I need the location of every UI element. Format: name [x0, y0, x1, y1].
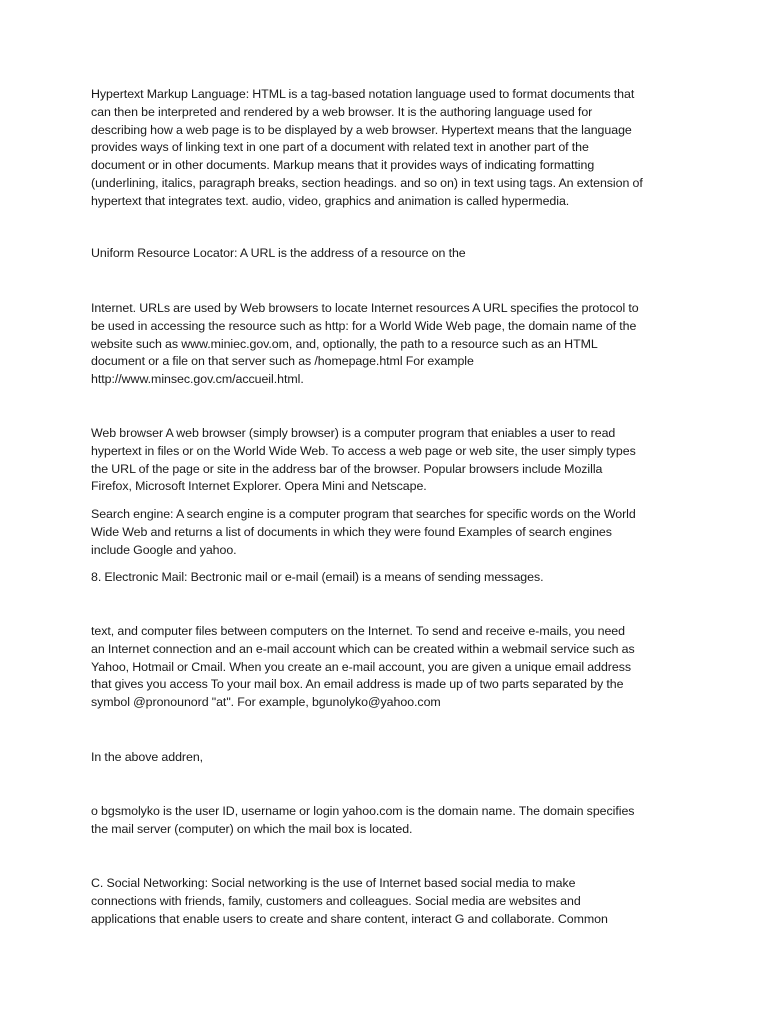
text-line: C. Social Networking: Social networking is the use of Internet based social media to make [91, 876, 576, 890]
text-line: that gives you access To your mail box. An email address is made up of two parts separated by the [91, 677, 624, 692]
text-line: document or in other documents. Markup means that it provides ways of indicating formatting [91, 158, 595, 173]
text-line: 8. Electronic Mail: Bectronic mail or e-mail (email) is a means of sending messages. [91, 570, 544, 584]
paragraph-search-engine [91, 506, 681, 559]
paragraph-social-networking [91, 875, 681, 928]
text-line: Uniform Resource Locator: A URL is the address of a resource on the [91, 246, 466, 260]
paragraph-email-definition [91, 623, 681, 712]
text-line: o bgsmolyko is the user ID, username or login yahoo.com is the domain name. The domain specifies [91, 804, 635, 818]
text-line: In the above addren, [91, 750, 204, 764]
text-line: http://www.minsec.gov.cm/accueil.html. [91, 372, 304, 387]
text-line: text, and computer files between computers on the Internet. To send and receive e-mails, you need [91, 624, 625, 638]
text-line: Firefox, Microsoft Internet Explorer. Opera Mini and Netscape. [91, 479, 427, 494]
text-line: document or a file on that server such as /homepage.html For example [91, 354, 474, 369]
text-line: symbol @pronounord "at". For example, bgunolyko@yahoo.com [91, 695, 441, 710]
text-line: describing how a web page is to be displayed by a web browser. Hypertext means that the language [91, 122, 632, 137]
text-line: Hypertext Markup Language: HTML is a tag-based notation language used to format documents that [91, 87, 635, 101]
text-line: Yahoo, Hotmail or Cmail. When you create an e-mail account, you are given a unique email address [91, 659, 631, 674]
text-line: applications that enable users to create and share content, interact G and collaborate. Common [91, 911, 608, 926]
text-line: Wide Web and returns a list of documents in which they were found Examples of search engines [91, 524, 612, 539]
paragraph-url-heading [91, 245, 681, 263]
text-line: (underlining, italics, paragraph breaks, section headings. and so on) in text using tags. An extension of [91, 175, 643, 190]
text-line: connections with friends, family, customers and colleagues. Social media are websites and [91, 893, 581, 908]
text-line: the mail server (computer) on which the mail box is located. [91, 821, 413, 836]
paragraph-url-definition [91, 300, 681, 389]
paragraph-web-browser [91, 425, 681, 496]
text-line: Search engine: A search engine is a computer program that searches for specific words on the World [91, 507, 636, 521]
text-line: hypertext in files or on the World Wide Web. To access a web page or web site, the user simply types [91, 443, 636, 458]
text-line: hypertext that integrates text. audio, video, graphics and animation is called hypermedia. [91, 193, 570, 208]
text-line: Internet. URLs are used by Web browsers to locate Internet resources A URL specifies the protocol to [91, 301, 639, 315]
text-line: include Google and yahoo. [91, 542, 237, 557]
text-line: the URL of the page or site in the address bar of the browser. Popular browsers include Mozilla [91, 461, 603, 476]
paragraph-html-definition [91, 86, 681, 211]
paragraph-email-heading [91, 569, 681, 587]
paragraph-address-parts [91, 803, 681, 839]
text-line: can then be interpreted and rendered by a web browser. It is the authoring language used for [91, 104, 593, 119]
text-line: website such as www.miniec.gov.om, and, optionally, the path to a resource such as an HTML [91, 336, 598, 351]
text-line: provides ways of linking text in one part of a document with related text in another part of the [91, 140, 589, 155]
text-line: Web browser A web browser (simply browser) is a computer program that eniables a user to read [91, 426, 616, 440]
text-line: an Internet connection and an e-mail account which can be created within a webmail service such as [91, 641, 635, 656]
text-line: be used in accessing the resource such as http: for a World Wide Web page, the domain name of the [91, 318, 637, 333]
paragraph-address-intro [91, 749, 681, 767]
